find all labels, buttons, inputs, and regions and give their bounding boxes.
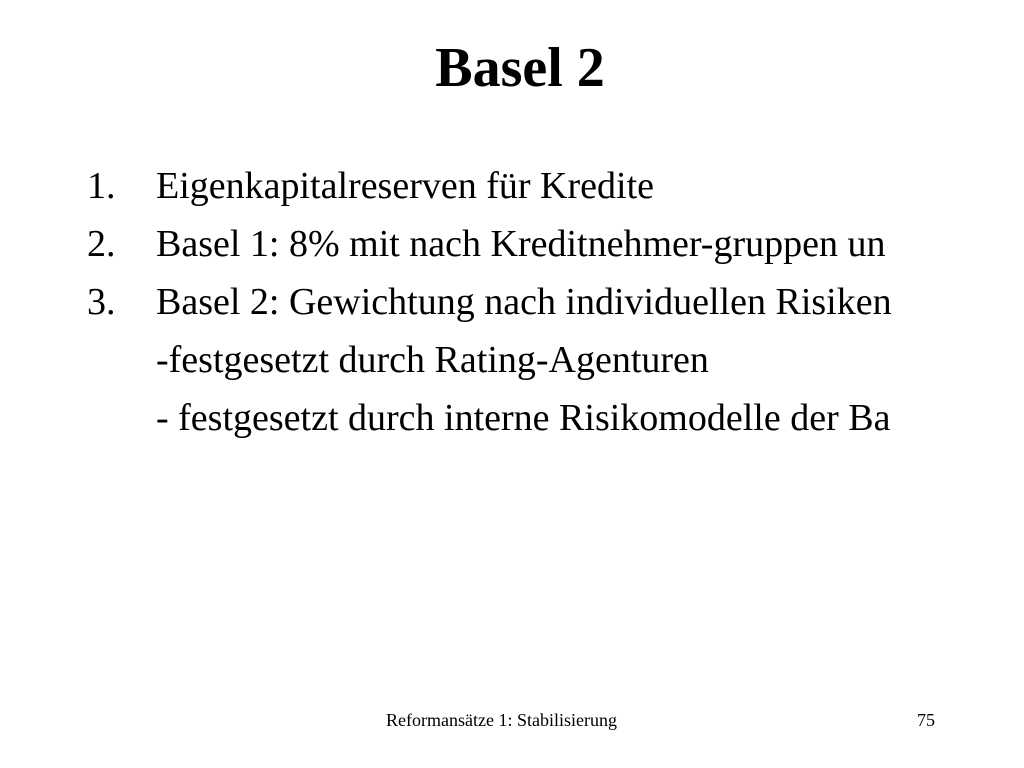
list-item-text: - festgesetzt durch interne Risikomodelle der Ba <box>156 397 891 439</box>
list-item <box>0 220 1024 278</box>
list-item-number: 1. <box>87 165 116 207</box>
list-item-number: 2. <box>87 223 116 265</box>
list-item-text: -festgesetzt durch Rating-Agenturen <box>156 339 709 381</box>
list-item <box>0 162 1024 220</box>
list-item-text: Eigenkapitalreserven für Kredite <box>156 165 654 207</box>
list-item-number: 3. <box>87 281 116 323</box>
page-number: 75 <box>917 710 935 730</box>
list-item-text: Basel 1: 8% mit nach Kreditnehmer-gruppen un <box>156 223 886 265</box>
list-item-text: Basel 2: Gewichtung nach individuellen Risiken <box>156 281 892 323</box>
list-item <box>0 336 1024 394</box>
list-item <box>0 394 1024 452</box>
numbered-list <box>0 162 1024 452</box>
slide-title: Basel 2 <box>435 37 605 99</box>
list-item <box>0 278 1024 336</box>
footer-title: Reformansätze 1: Stabilisierung <box>386 710 617 730</box>
